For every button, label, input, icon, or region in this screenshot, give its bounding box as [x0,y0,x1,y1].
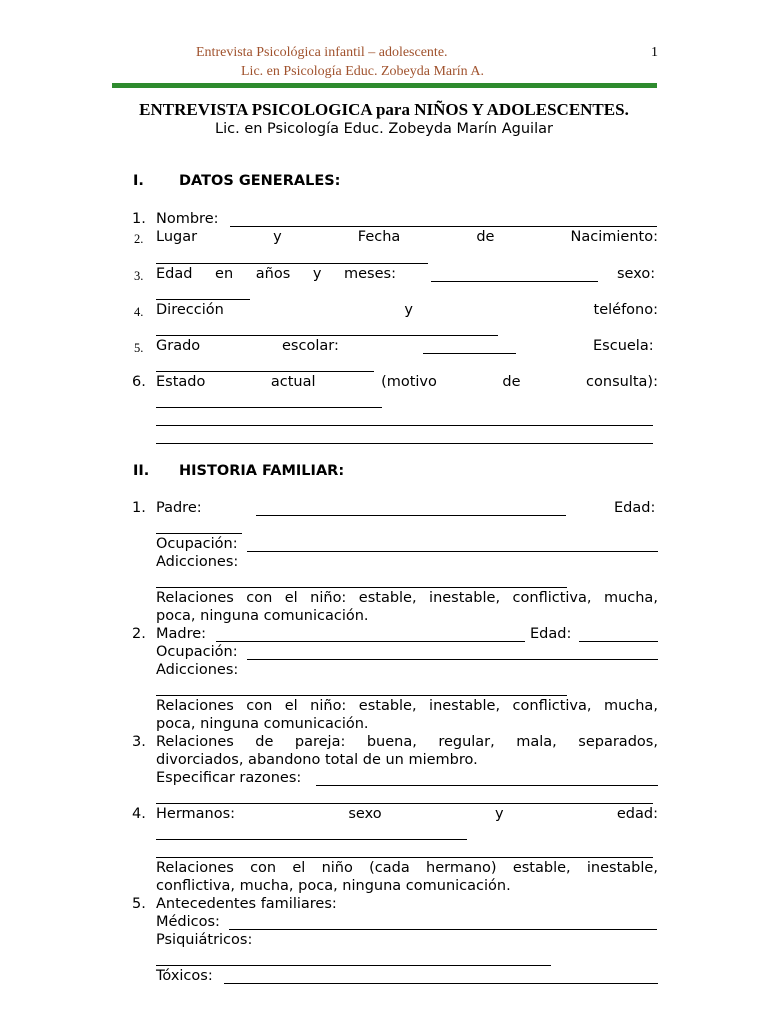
padre-ocupacion-field[interactable] [247,551,658,552]
madre-relaciones: Relaciones con el niño: estable, inestable, conflictiva, mucha, [156,698,658,714]
section-heading: II. HISTORIA FAMILIAR: [133,463,345,479]
madre-edad-field[interactable] [579,641,658,642]
antecedentes-psiquiatricos: Psiquiátricos: [156,932,253,948]
hermanos-field-2[interactable] [156,857,653,858]
padre-relaciones: Relaciones con el niño: estable, inestable, conflictiva, mucha, [156,590,658,606]
direccion-field[interactable] [156,335,498,336]
hermanos-field-1[interactable] [156,839,467,840]
nombre-field[interactable] [230,226,657,227]
padre-adicciones-field[interactable] [156,587,567,588]
antecedentes-medicos: Médicos: [156,914,220,930]
escuela-field[interactable] [156,371,374,372]
header-rule [112,83,657,88]
sexo-field[interactable] [156,299,250,300]
pareja-end: divorciados, abandono total de un miembro. [156,752,478,768]
running-header-line2: Lic. en Psicología Educ. Zobeyda Marín A. [241,64,484,79]
pareja-razones: Especificar razones: [156,770,302,786]
padre-edad-field[interactable] [156,533,242,534]
madre-adicciones: Adicciones: [156,662,239,678]
madre-relaciones-end: poca, ninguna comunicación. [156,716,369,732]
padre-adicciones: Adicciones: [156,554,239,570]
edad-field[interactable] [431,281,598,282]
psiquiatricos-field[interactable] [156,965,551,966]
madre-nombre-field[interactable] [216,641,525,642]
document-subtitle: Lic. en Psicología Educ. Zobeyda Marín Aguilar [215,121,553,137]
lugar-fecha-field[interactable] [156,263,428,264]
antecedentes-toxicos: Tóxicos: [156,968,213,984]
document-title: ENTREVISTA PSICOLOGICA para NIÑOS Y ADOLESCENTES. [139,100,629,119]
motivo-field-1[interactable] [156,407,382,408]
razones-field-1[interactable] [316,785,658,786]
madre-ocupacion-field[interactable] [247,659,658,660]
page-number: 1 [651,45,658,60]
grado-field[interactable] [423,353,516,354]
medicos-field[interactable] [229,929,657,930]
razones-field-2[interactable] [156,803,653,804]
toxicos-field[interactable] [224,983,658,984]
motivo-field-2[interactable] [156,425,653,426]
madre-ocupacion: Ocupación: [156,644,238,660]
hermanos-relaciones: Relaciones con el niño (cada hermano) estable, inestable, [156,860,658,876]
motivo-field-3[interactable] [156,443,653,444]
padre-ocupacion: Ocupación: [156,536,238,552]
section-heading: I. DATOS GENERALES: [133,173,341,189]
padre-nombre-field[interactable] [256,515,566,516]
padre-relaciones-end: poca, ninguna comunicación. [156,608,369,624]
madre-adicciones-field[interactable] [156,695,567,696]
hermanos-relaciones-end: conflictiva, mucha, poca, ninguna comunicación. [156,878,511,894]
running-header-line1: Entrevista Psicológica infantil – adolescente. [196,45,448,60]
